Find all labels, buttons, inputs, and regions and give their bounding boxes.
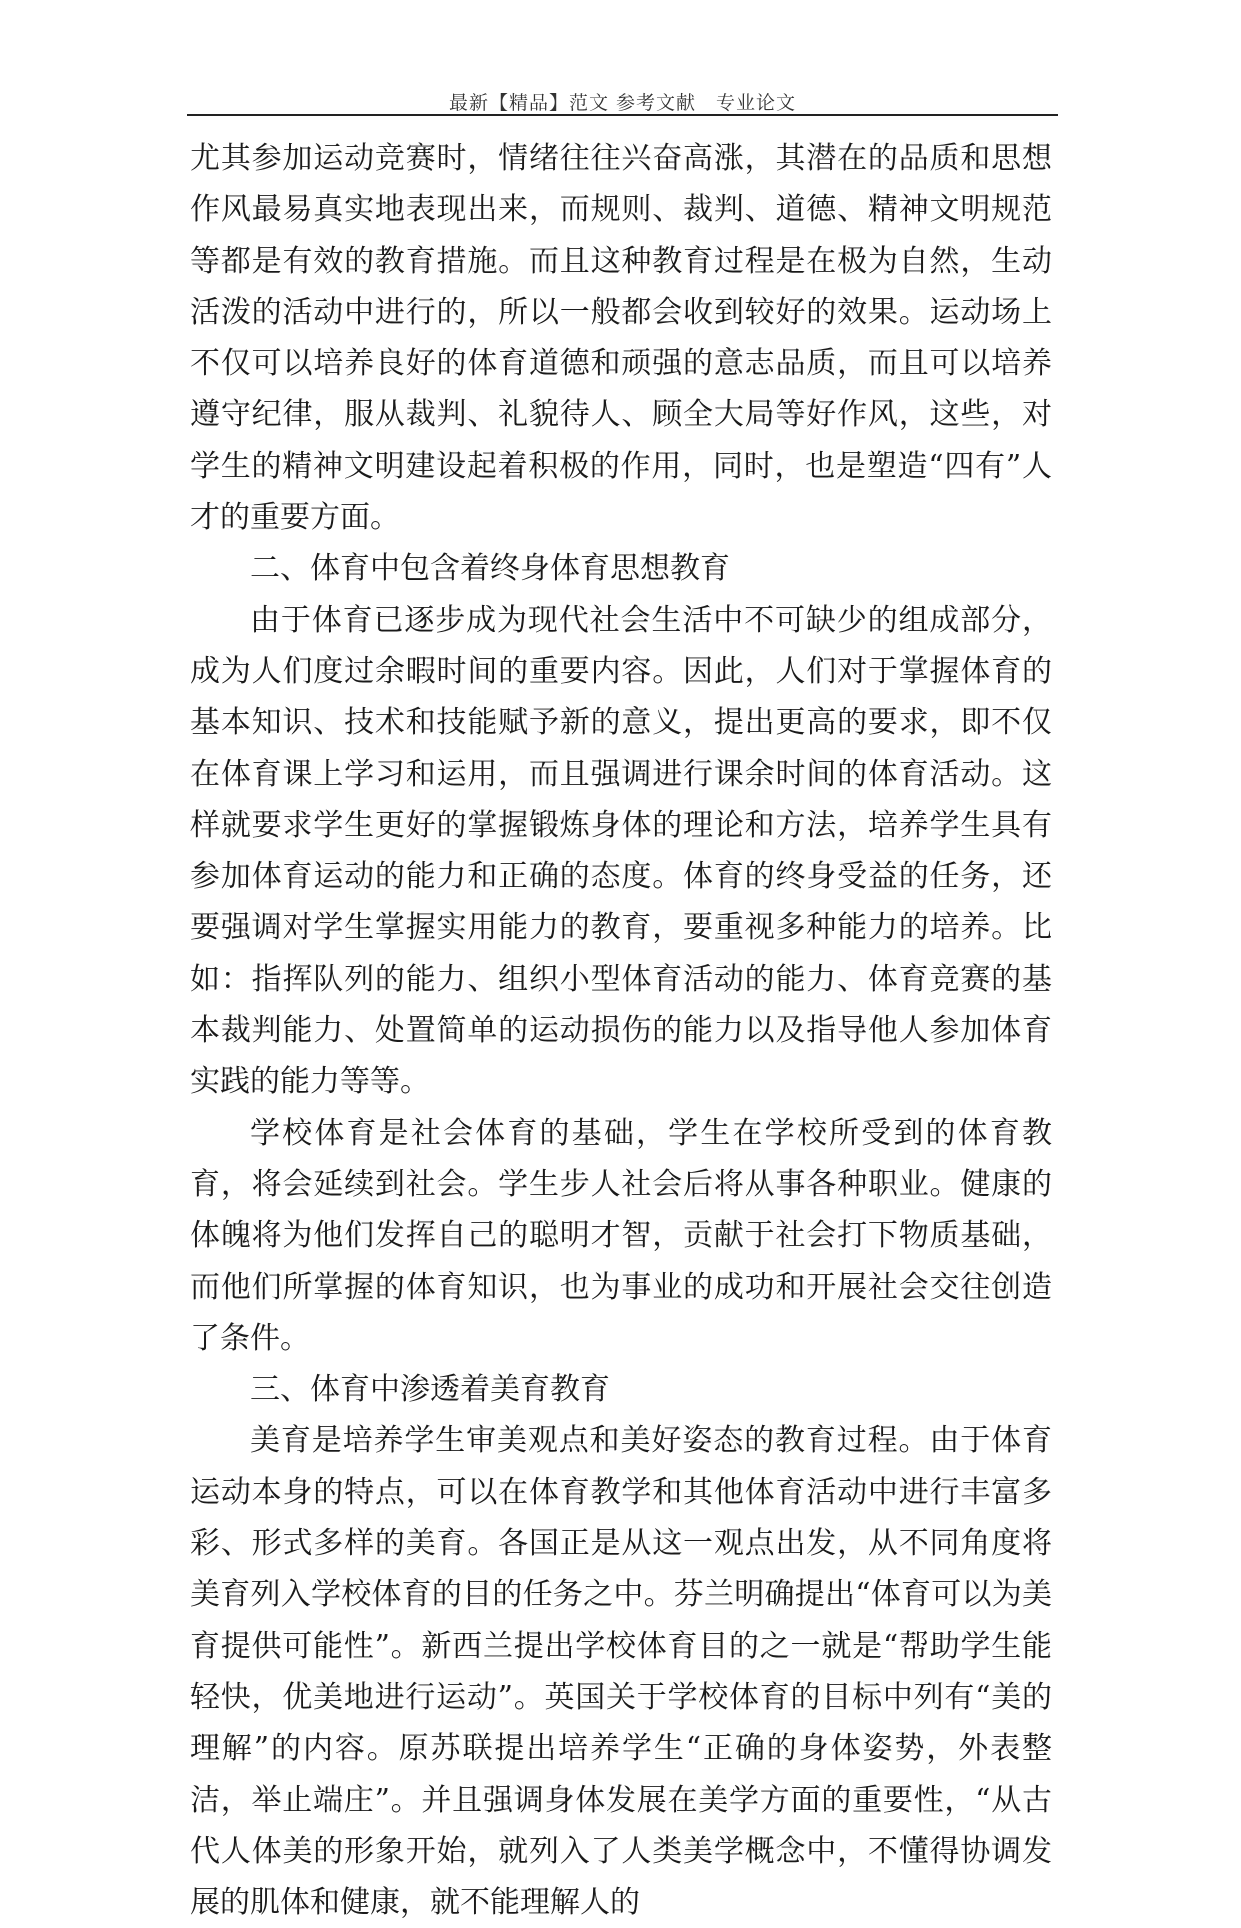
header-divider	[187, 114, 1058, 116]
body-paragraph: 学校体育是社会体育的基础，学生在学校所受到的体育教育，将会延续到社会。学生步人社会后将从事各种职业。健康的体魄将为他们发挥自己的聪明才智，贡献于社会打下物质基础，而他们所掌握的体育知识，也为事业的成功和开展社会交往创造了条件。	[190, 1115, 1052, 1356]
body-paragraph: 美育是培养学生审美观点和美好姿态的教育过程。由于体育运动本身的特点，可以在体育教学和其他体育活动中进行丰富多彩、形式多样的美育。各国正是从这一观点出发，从不同角度将美育列入学校体育的目的任务之中。芬兰明确提出“体育可以为美育提供可能性”。新西兰提出学校体育目的之一就是“帮助学生能轻快，优美地进行运动”。英国关于学校体育的目标中列有“美的理解”的内容。原苏联提出培养学生“正确的身体姿势，外表整洁，举止端庄”。并且强调身体发展在美学方面的重要性，“从古代人体美的形象开始，就列入了人类美学概念中，不懂得协调发展的肌体和健康，就不能理解人的	[190, 1423, 1052, 1921]
page-header: 最新【精品】范文 参考文献 专业论文	[448, 92, 797, 114]
section-heading-3: 三、体育中渗透着美育教育	[250, 1372, 610, 1408]
section-heading-2: 二、体育中包含着终身体育思想教育	[250, 551, 730, 587]
body-paragraph: 由于体育已逐步成为现代社会生活中不可缺少的组成部分，成为人们度过余暇时间的重要内容。因此，人们对于掌握体育的基本知识、技术和技能赋予新的意义，提出更高的要求，即不仅在体育课上学习和运用，而且强调进行课余时间的体育活动。这样就要求学生更好的掌握锻炼身体的理论和方法，培养学生具有参加体育运动的能力和正确的态度。体育的终身受益的任务，还要强调对学生掌握实用能力的教育，要重视多种能力的培养。比如：指挥队列的能力、组织小型体育活动的能力、体育竞赛的基本裁判能力、处置简单的运动损伤的能力以及指导他人参加体育实践的能力等等。	[190, 602, 1052, 1100]
body-paragraph: 尤其参加运动竞赛时，情绪往往兴奋高涨，其潜在的品质和思想作风最易真实地表现出来，而规则、裁判、道德、精神文明规范等都是有效的教育措施。而且这种教育过程是在极为自然，生动活泼的活动中进行的，所以一般都会收到较好的效果。运动场上不仅可以培养良好的体育道德和顽强的意志品质，而且可以培养遵守纪律，服从裁判、礼貌待人、顾全大局等好作风，这些，对学生的精神文明建设起着积极的作用，同时，也是塑造“四有”人才的重要方面。	[190, 141, 1052, 536]
document-body	[190, 133, 1052, 1928]
